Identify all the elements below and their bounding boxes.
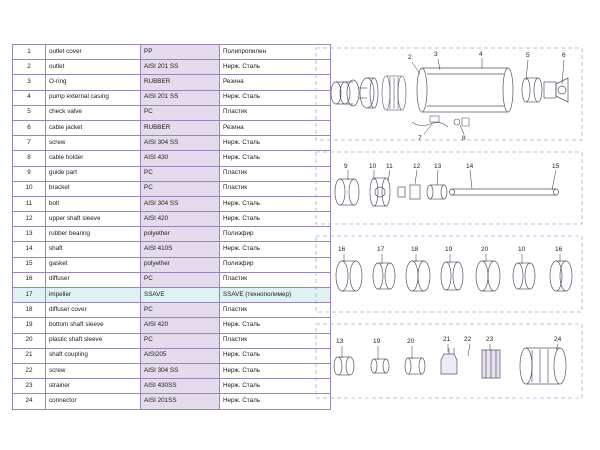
table-row (13, 105, 331, 120)
table-row (13, 227, 331, 242)
row-number: 18 (13, 303, 46, 318)
row-number: 5 (13, 105, 46, 120)
table-row (13, 257, 331, 272)
row-material: AISI 430SS (141, 379, 220, 394)
row-material: RUBBER (141, 75, 220, 90)
table-row (13, 212, 331, 227)
row-material-ru: Нерж. Сталь (220, 90, 331, 105)
row-number: 19 (13, 318, 46, 333)
callout-label: 20 (481, 246, 489, 253)
row-material: PC (141, 272, 220, 287)
row-material-ru: Нерж. Сталь (220, 242, 331, 257)
callout-label: 20 (407, 338, 415, 345)
parts-table (12, 44, 331, 410)
row-number: 6 (13, 120, 46, 135)
row-part-name: impeller (46, 288, 141, 303)
row-part-name: bottom shaft sleeve (46, 318, 141, 333)
row-number: 21 (13, 348, 46, 363)
row-material-ru: Нерж. Сталь (220, 394, 331, 409)
row-material-ru: Нерж. Сталь (220, 379, 331, 394)
callout-label: 18 (411, 246, 419, 253)
row-material: PC (141, 181, 220, 196)
table-row-highlighted (13, 288, 331, 303)
row-material: AISI 304 SS (141, 136, 220, 151)
row-material-ru: Нерж. Сталь (220, 318, 331, 333)
row-part-name: bracket (46, 181, 141, 196)
row-material-ru: Нерж. Сталь (220, 212, 331, 227)
table-row (13, 318, 331, 333)
row-number: 8 (13, 151, 46, 166)
row-part-name: diffuser cover (46, 303, 141, 318)
row-number: 3 (13, 75, 46, 90)
row-material: AISI 201 SS (141, 90, 220, 105)
row-part-name: screw (46, 136, 141, 151)
callout-label: 4 (479, 51, 483, 58)
row-material: AISI205 (141, 348, 220, 363)
row-part-name: O-ring (46, 75, 141, 90)
diagram-panel-third (316, 236, 582, 312)
table-row (13, 348, 331, 363)
row-part-name: guide part (46, 166, 141, 181)
row-number: 11 (13, 196, 46, 211)
callout-label: 13 (336, 338, 344, 345)
row-number: 10 (13, 181, 46, 196)
table-row (13, 303, 331, 318)
row-number: 15 (13, 257, 46, 272)
row-material-ru: Резина (220, 75, 331, 90)
callout-label: 11 (386, 163, 393, 170)
table-row (13, 90, 331, 105)
row-number: 23 (13, 379, 46, 394)
row-material: AISI 201 SS (141, 60, 220, 75)
callout-label: 14 (466, 163, 474, 170)
row-number: 2 (13, 60, 46, 75)
callout-label: 6 (562, 52, 566, 59)
row-material: AISI 304 SS (141, 196, 220, 211)
row-number: 22 (13, 363, 46, 378)
callout-label: 21 (443, 336, 451, 343)
table-row (13, 394, 331, 409)
row-material: PC (141, 303, 220, 318)
row-part-name: strainer (46, 379, 141, 394)
row-part-name: outlet cover (46, 45, 141, 60)
row-number: 20 (13, 333, 46, 348)
row-material-ru: Полипропилен (220, 45, 331, 60)
row-material: AISI 430 (141, 151, 220, 166)
diagram-panel-second (316, 152, 582, 224)
row-material: SSAVE (141, 288, 220, 303)
table-row (13, 196, 331, 211)
row-part-name: check valve (46, 105, 141, 120)
table-row (13, 45, 331, 60)
callout-label: 3 (434, 51, 438, 58)
row-part-name: shaft (46, 242, 141, 257)
row-number: 24 (13, 394, 46, 409)
row-part-name: cable holder (46, 151, 141, 166)
row-material-ru: Пластик (220, 105, 331, 120)
callout-label: 2 (408, 54, 412, 61)
row-number: 9 (13, 166, 46, 181)
table-row (13, 166, 331, 181)
callout-label: 5 (526, 52, 530, 59)
row-number: 13 (13, 227, 46, 242)
table-row (13, 75, 331, 90)
table-row (13, 333, 331, 348)
row-number: 16 (13, 272, 46, 287)
row-material-ru: Резина (220, 120, 331, 135)
row-material-ru: Нерж. Сталь (220, 348, 331, 363)
row-part-name: shaft coupling (46, 348, 141, 363)
callout-label: 16 (338, 246, 346, 253)
row-part-name: plastic shaft sleeve (46, 333, 141, 348)
parts-table-body (13, 45, 331, 410)
row-part-name: upper shaft sleeve (46, 212, 141, 227)
table-row (13, 120, 331, 135)
diagram-panel-top (316, 48, 582, 142)
table-row (13, 60, 331, 75)
row-material: RUBBER (141, 120, 220, 135)
row-material: PC (141, 333, 220, 348)
callout-label: 8 (462, 135, 466, 142)
row-material-ru: Нерж. Сталь (220, 60, 331, 75)
row-number: 17 (13, 288, 46, 303)
callout-label: 7 (418, 135, 422, 142)
row-material-ru: Полиэфир (220, 227, 331, 242)
row-material-ru: Пластик (220, 333, 331, 348)
row-material: AISI 420 (141, 318, 220, 333)
callout-label: 15 (552, 163, 560, 170)
table-row (13, 151, 331, 166)
row-part-name: outlet (46, 60, 141, 75)
row-material: AISI 420 (141, 212, 220, 227)
row-material: AISI 201SS (141, 394, 220, 409)
table-row (13, 363, 331, 378)
row-material-ru: Полиэфир (220, 257, 331, 272)
callout-label: 17 (377, 246, 385, 253)
callout-label: 9 (344, 163, 348, 170)
row-part-name: bolt (46, 196, 141, 211)
row-number: 1 (13, 45, 46, 60)
row-part-name: rubber bearing (46, 227, 141, 242)
row-material: PP (141, 45, 220, 60)
row-part-name: pump external casing (46, 90, 141, 105)
callout-label: 16 (555, 246, 563, 253)
row-number: 4 (13, 90, 46, 105)
row-material-ru: Нерж. Сталь (220, 151, 331, 166)
exploded-diagram (312, 44, 588, 404)
row-material-ru: SSAVE (технополимер) (220, 288, 331, 303)
row-number: 7 (13, 136, 46, 151)
row-part-name: gasket (46, 257, 141, 272)
callout-label: 22 (464, 336, 472, 343)
row-material-ru: Нерж. Сталь (220, 196, 331, 211)
row-part-name: cable jacket (46, 120, 141, 135)
row-number: 12 (13, 212, 46, 227)
callout-label: 10 (369, 163, 377, 170)
row-material-ru: Пластик (220, 166, 331, 181)
table-row (13, 272, 331, 287)
row-material: PC (141, 105, 220, 120)
row-material-ru: Пластик (220, 181, 331, 196)
callout-label: 19 (445, 246, 453, 253)
row-material: PC (141, 166, 220, 181)
callout-label: 23 (486, 336, 494, 343)
row-material: polyether (141, 257, 220, 272)
row-part-name: diffuser (46, 272, 141, 287)
row-material: polyether (141, 227, 220, 242)
row-material-ru: Нерж. Сталь (220, 136, 331, 151)
callout-label: 12 (413, 163, 421, 170)
row-number: 14 (13, 242, 46, 257)
callout-label: 24 (554, 336, 562, 343)
row-part-name: screw (46, 363, 141, 378)
row-material-ru: Пластик (220, 303, 331, 318)
diagram-panel-bottom (316, 324, 582, 398)
table-row (13, 242, 331, 257)
row-part-name: connector (46, 394, 141, 409)
row-material: AISI 410S (141, 242, 220, 257)
table-row (13, 379, 331, 394)
callout-label: 10 (518, 246, 526, 253)
row-material-ru: Пластик (220, 272, 331, 287)
callout-label: 19 (373, 338, 381, 345)
callout-label: 13 (434, 163, 442, 170)
row-material: AISI 304 SS (141, 363, 220, 378)
table-row (13, 181, 331, 196)
row-material-ru: Нерж. Сталь (220, 363, 331, 378)
table-row (13, 136, 331, 151)
